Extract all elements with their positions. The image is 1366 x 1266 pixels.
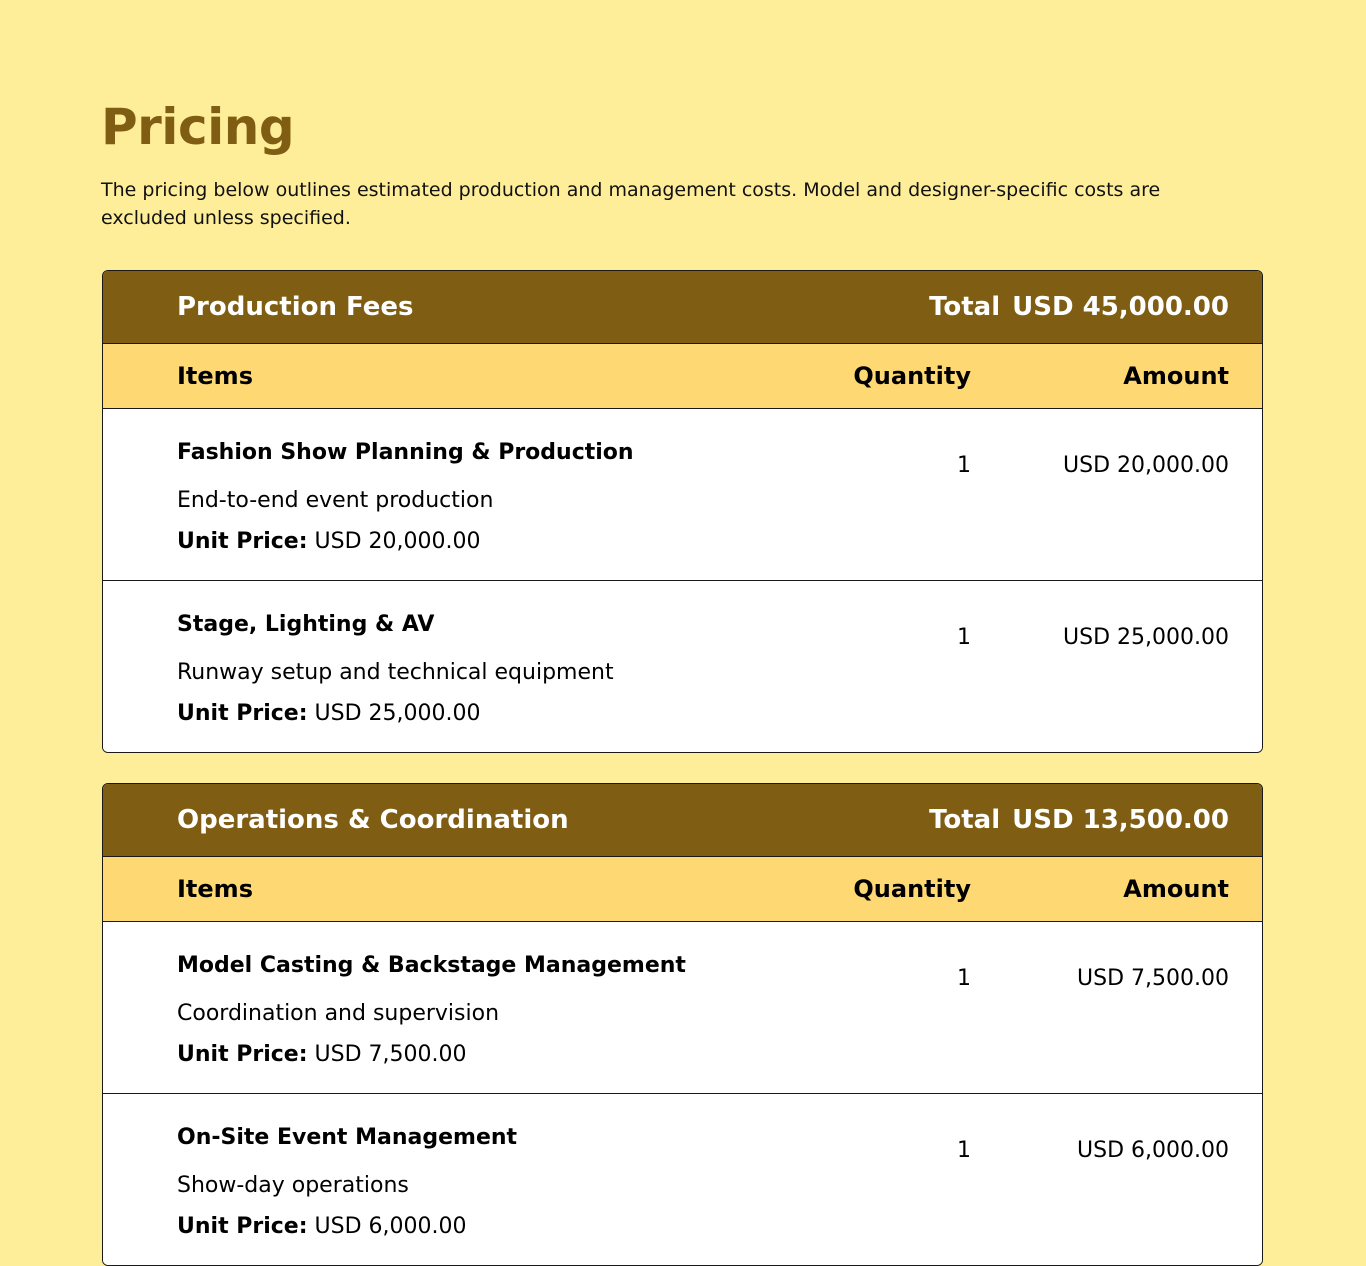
section-title: Production Fees <box>177 292 414 322</box>
item-quantity: 1 <box>957 625 971 650</box>
unit-price-label: Unit Price: <box>177 1042 308 1067</box>
section-header <box>103 784 1262 857</box>
unit-price-label: Unit Price: <box>177 701 308 726</box>
total-label: Total <box>929 805 1001 835</box>
unit-price-label: Unit Price: <box>177 1214 308 1239</box>
section-operations-coordination <box>102 783 1263 1266</box>
item-amount: USD 7,500.00 <box>1077 966 1229 991</box>
column-header-items: Items <box>177 362 253 390</box>
item-name: Model Casting & Backstage Management <box>177 953 686 978</box>
item-amount: USD 6,000.00 <box>1077 1138 1229 1163</box>
item-amount: USD 25,000.00 <box>1063 625 1229 650</box>
item-description: Runway setup and technical equipment <box>177 660 614 685</box>
section-title: Operations & Coordination <box>177 805 569 835</box>
item-name: On-Site Event Management <box>177 1125 518 1150</box>
item-amount: USD 20,000.00 <box>1063 453 1229 478</box>
item-quantity: 1 <box>957 453 971 478</box>
column-header-quantity: Quantity <box>853 362 971 390</box>
intro-text: The pricing below outlines estimated production and management costs. Model and designer-specific costs are excluded unless specified. <box>101 179 1161 229</box>
item-quantity: 1 <box>957 1138 971 1163</box>
section-header <box>103 271 1262 344</box>
item-unit-price <box>177 699 481 729</box>
total-value: USD 13,500.00 <box>1012 805 1229 835</box>
table-row <box>103 922 1262 1094</box>
column-header-amount: Amount <box>1123 362 1229 390</box>
column-header-row <box>103 857 1262 922</box>
section-total <box>929 291 1229 323</box>
item-name: Stage, Lighting & AV <box>177 612 435 637</box>
item-name: Fashion Show Planning & Production <box>177 440 634 465</box>
total-value: USD 45,000.00 <box>1012 292 1229 322</box>
item-unit-price <box>177 1040 467 1070</box>
total-label: Total <box>929 292 1001 322</box>
unit-price-value: USD 20,000.00 <box>314 529 481 554</box>
column-header-items: Items <box>177 875 253 903</box>
column-header-quantity: Quantity <box>853 875 971 903</box>
item-unit-price <box>177 527 481 557</box>
page-title: Pricing <box>101 98 295 156</box>
unit-price-value: USD 25,000.00 <box>314 701 481 726</box>
column-header-row <box>103 344 1262 409</box>
unit-price-value: USD 7,500.00 <box>314 1042 467 1067</box>
item-quantity: 1 <box>957 966 971 991</box>
item-description: Show-day operations <box>177 1173 409 1198</box>
item-unit-price <box>177 1212 467 1242</box>
unit-price-label: Unit Price: <box>177 529 308 554</box>
table-row <box>103 581 1262 752</box>
item-description: Coordination and supervision <box>177 1001 500 1026</box>
column-header-amount: Amount <box>1123 875 1229 903</box>
table-row <box>103 1094 1262 1265</box>
section-production-fees <box>102 270 1263 753</box>
section-total <box>929 804 1229 836</box>
item-description: End-to-end event production <box>177 488 494 513</box>
unit-price-value: USD 6,000.00 <box>314 1214 467 1239</box>
table-row <box>103 409 1262 581</box>
